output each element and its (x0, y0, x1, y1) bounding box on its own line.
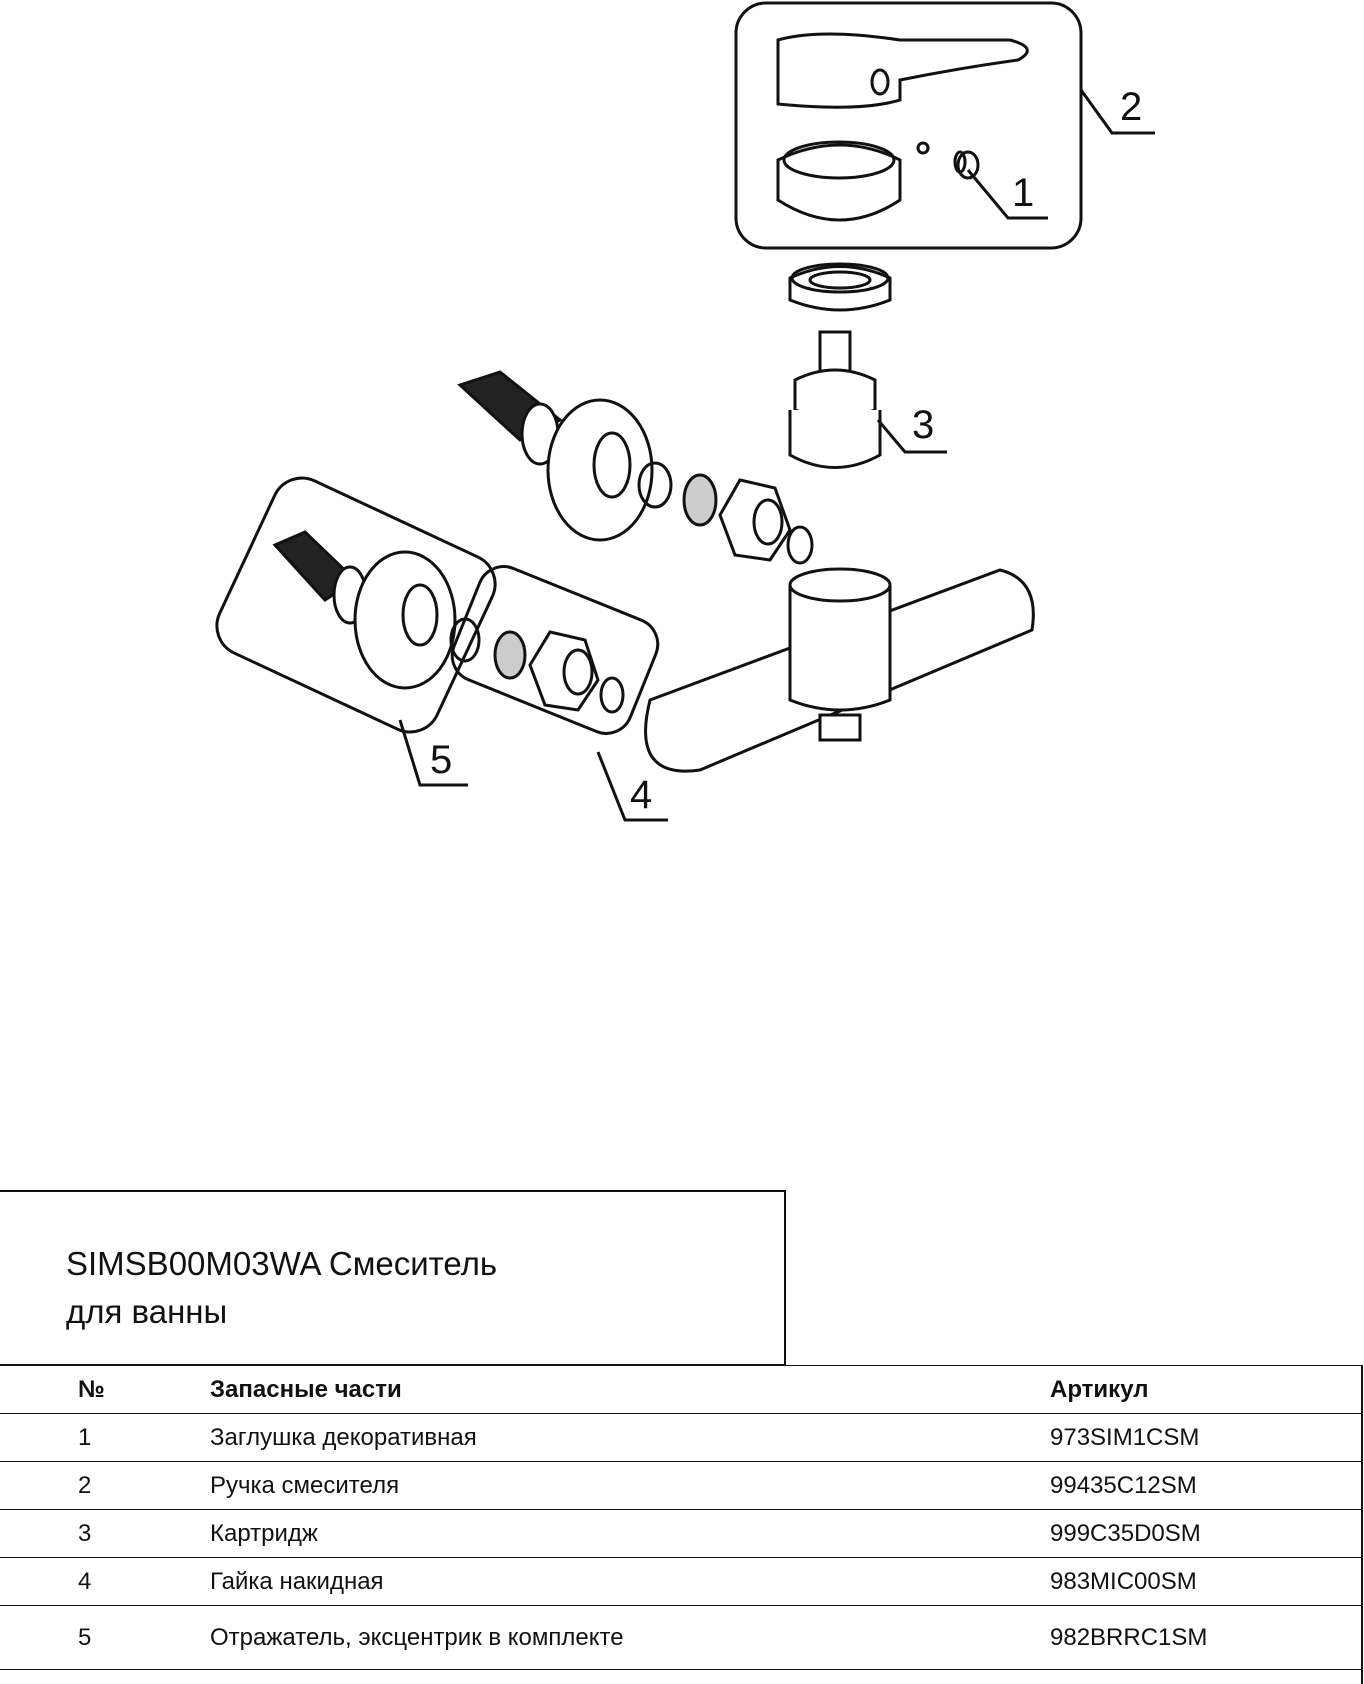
leader-line-1 (968, 170, 1048, 218)
row-part-name: Заглушка декоративная (210, 1414, 1050, 1462)
row-part-name: Ручка смесителя (210, 1462, 1050, 1510)
table-row (0, 1510, 1362, 1558)
table-right-border (1361, 1365, 1363, 1684)
handle-part (778, 34, 1027, 107)
lower-washer-part (601, 678, 623, 712)
header-part-name: Запасные части (210, 1366, 1050, 1414)
row-part-name: Гайка накидная (210, 1558, 1050, 1606)
spare-parts-table (0, 1365, 1362, 1670)
upper-washer-part (788, 527, 812, 563)
callout-1: 1 (1012, 171, 1035, 215)
cartridge-part (790, 332, 880, 468)
upper-eccentric-part (460, 372, 560, 464)
callout-4: 4 (630, 773, 653, 817)
row-sku: 99435C12SM (1050, 1462, 1362, 1510)
row-number: 5 (0, 1606, 210, 1670)
row-sku: 983MIC00SM (1050, 1558, 1362, 1606)
row-number: 2 (0, 1462, 210, 1510)
product-title-line1: SIMSB00M03WA Смеситель (66, 1245, 498, 1282)
row-number: 4 (0, 1558, 210, 1606)
row-number: 3 (0, 1510, 210, 1558)
table-row (0, 1414, 1362, 1462)
row-part-name: Картридж (210, 1510, 1050, 1558)
product-title-line2: для ванны (66, 1293, 228, 1330)
row-part-name: Отражатель, эксцентрик в комплекте (210, 1606, 1050, 1670)
small-screw-part (918, 143, 928, 153)
row-number: 1 (0, 1414, 210, 1462)
table-row (0, 1462, 1362, 1510)
decorative-plug-part (955, 152, 978, 178)
cap-ring-part (778, 142, 900, 220)
callout-3: 3 (912, 403, 935, 447)
title-box (0, 1190, 786, 1366)
table-row (0, 1606, 1362, 1670)
row-sku: 973SIM1CSM (1050, 1414, 1362, 1462)
table-row (0, 1558, 1362, 1606)
callout-5: 5 (430, 738, 453, 782)
callout-2: 2 (1120, 85, 1143, 129)
leader-line-2 (1081, 90, 1155, 133)
lower-nut-part (530, 632, 598, 710)
lower-reflector-part (355, 552, 455, 688)
product-title (66, 1240, 706, 1336)
mixer-body-part (646, 569, 1034, 771)
header-sku: Артикул (1050, 1366, 1362, 1414)
upper-reflector-part (548, 400, 652, 540)
row-sku: 999C35D0SM (1050, 1510, 1362, 1558)
table-header-row (0, 1366, 1362, 1414)
header-number: № (0, 1366, 210, 1414)
upper-nut-part (720, 480, 790, 560)
lower-nipple-part (495, 632, 525, 678)
upper-nipple-part (684, 475, 716, 525)
lower-eccentric-part (275, 532, 366, 623)
cartridge-nut-part (790, 264, 890, 310)
row-sku: 982BRRC1SM (1050, 1606, 1362, 1670)
